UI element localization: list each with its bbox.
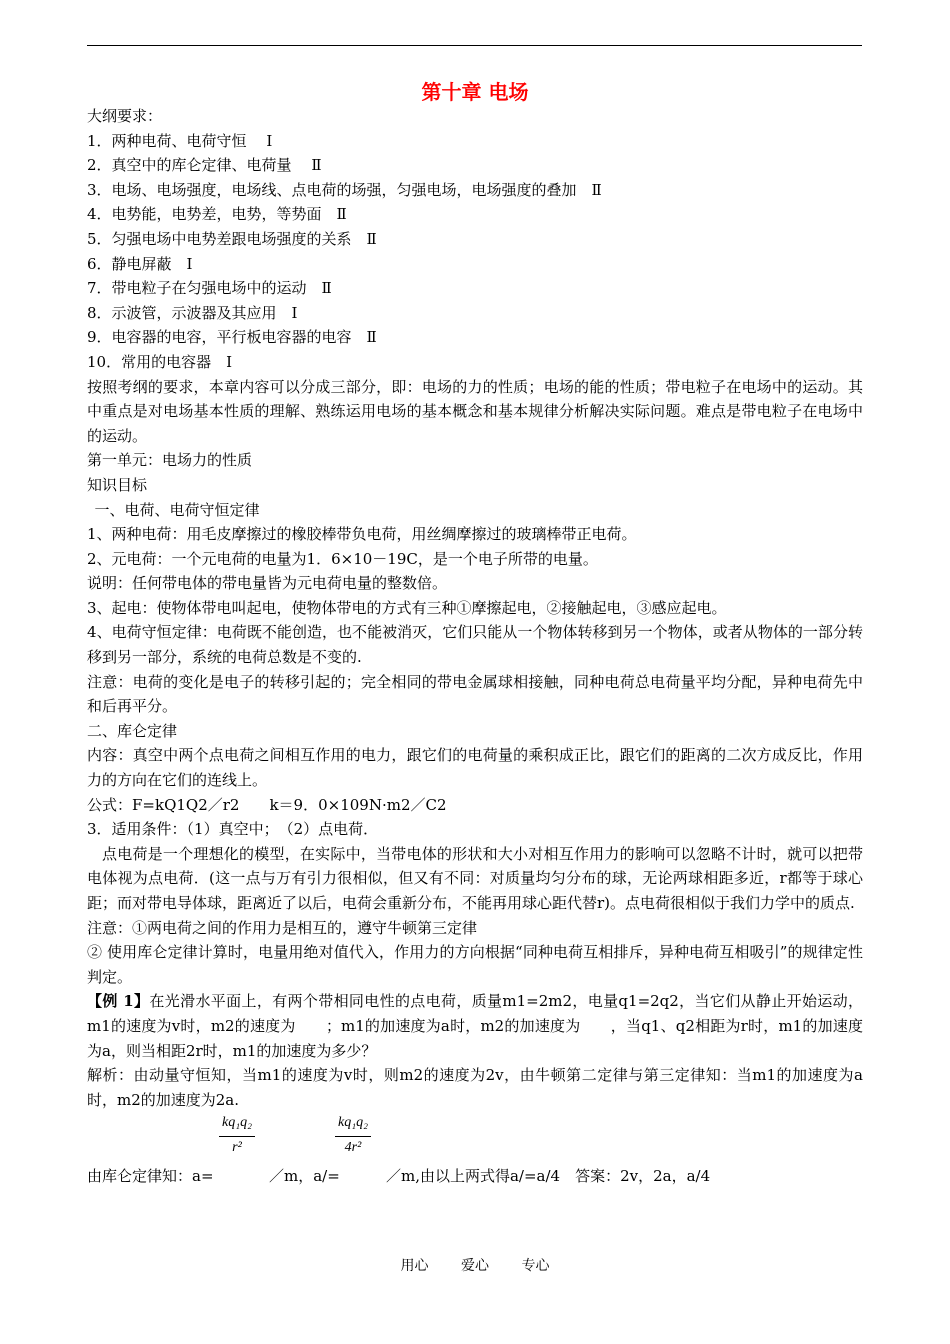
paragraph: 3、起电：使物体带电叫起电，使物体带电的方式有三种①摩擦起电，②接触起电，③感应起电。: [87, 598, 727, 617]
unit-heading: 第一单元：电场力的性质: [87, 451, 253, 470]
section-heading-coulomb: 二、库仑定律: [87, 721, 178, 740]
page-title: 第十章 电场: [421, 80, 529, 104]
outline-item-8: 8．示波管，示波器及其应用 Ⅰ: [87, 303, 298, 322]
paragraph: 3．适用条件：（1）真空中； （2）点电荷．: [87, 820, 379, 839]
paragraph: 注意：①两电荷之间的作用力是相互的，遵守牛顿第三定律: [87, 918, 478, 937]
page-footer: [0, 1256, 950, 1276]
paragraph: ② 使用库仑定律计算时，电量用绝对值代入，作用力的方向根据“同种电荷互相排斥，异种电荷互相吸引”的规律定性判定。: [87, 943, 863, 986]
footer-text-2: 爱心: [461, 1258, 489, 1274]
section-heading-charge: 一、电荷、电荷守恒定律: [94, 500, 260, 519]
paragraph: 4、电荷守恒定律：电荷既不能创造，也不能被消灭，它们只能从一个物体转移到另一个物体，或者从物体的一部分转移到另一部分，系统的电荷总数是不变的.: [87, 623, 863, 667]
paragraph: 1、两种电荷：用毛皮摩擦过的橡胶棒带负电荷，用丝绸摩擦过的玻璃棒带正电荷。: [87, 525, 637, 544]
formula-lead: 由库仑定律知：a=: [87, 1167, 214, 1186]
paragraph: 内容：真空中两个点电荷之间相互作用的电力，跟它们的电荷量的乘积成正比，跟它们的距离的二次方成反比，作用力的方向在它们的连线上。: [87, 746, 863, 790]
outline-item-10: 10．常用的电容器 Ⅰ: [87, 352, 233, 371]
fraction-2-numerator: kq₁q₂: [335, 1112, 371, 1137]
example-label: 【例 1】: [87, 992, 150, 1011]
example-paragraph: [87, 989, 863, 1063]
footer-text-1: 用心: [400, 1258, 429, 1274]
paragraph: 注意：电荷的变化是电子的转移引起的；完全相同的带电金属球相接触，同种电荷总电荷量平均分配，异种电荷先中和后再平分。: [87, 672, 863, 716]
document-body: [87, 104, 863, 1194]
outline-heading: 大纲要求：: [87, 107, 163, 125]
outline-item-5: 5．匀强电场中电势差跟电场强度的关系 Ⅱ: [87, 229, 377, 248]
footer-text-3: 专心: [521, 1258, 550, 1274]
formula-row: [87, 1112, 863, 1194]
paragraph: 2、元电荷：一个元电荷的电量为1．6×10－19C，是一个电子所带的电量。: [87, 549, 598, 568]
outline-item-2: 2．真空中的库仑定律、电荷量 Ⅱ: [87, 156, 322, 175]
outline-item-9: 9．电容器的电容，平行板电容器的电容 Ⅱ: [87, 328, 377, 347]
fraction-1: [219, 1112, 255, 1159]
intro-paragraph: 按照考纲的要求，本章内容可以分成三部分，即：电场的力的性质；电场的能的性质；带电粒子在电场中的运动。其中重点是对电场基本性质的理解、熟练运用电场的基本概念和基本规律分析解决实际问题。难点是带电粒子在电场中的运动。: [87, 377, 863, 445]
analysis-paragraph: 解析：由动量守恒知，当m1的速度为v时，则m2的速度为2v，由牛顿第二定律与第三定律知：当m1的加速度为a时，m2的加速度为2a.: [87, 1066, 863, 1109]
outline-item-4: 4．电势能，电势差，电势，等势面 Ⅱ: [87, 205, 347, 224]
fraction-2-denominator: 4r²: [344, 1140, 362, 1156]
header-rule: [87, 45, 862, 46]
outline-item-1: 1．两种电荷、电荷守恒 Ⅰ: [87, 131, 273, 150]
formula-mid: ／m，a/=: [269, 1167, 340, 1186]
formula-line: 公式：F=kQ1Q2／r2 k＝9．0×109N·m2／C2: [87, 795, 447, 814]
example-text: 在光滑水平面上，有两个带相同电性的点电荷，质量m1=2m2，电量q1=2q2，当它们从静止开始运动，m1的速度为v时，m2的速度为 ；m1的加速度为a时，m2的加速度为 ，当q1、q2相距为r时，m1的加速度为a，则当相距2r时，m1的加速度为多少？: [87, 992, 863, 1060]
paragraph: 说明：任何带电体的带电量皆为元电荷电量的整数倍。: [87, 574, 448, 593]
knowledge-goal-heading: 知识目标: [87, 475, 148, 494]
outline-item-7: 7．带电粒子在匀强电场中的运动 Ⅱ: [87, 279, 332, 298]
fraction-1-denominator: r²: [232, 1140, 242, 1156]
paragraph: 点电荷是一个理想化的模型，在实际中，当带电体的形状和大小对相互作用力的影响可以忽略不计时，就可以把带电体视为点电荷．(这一点与万有引力很相似，但又有不同：对质量均匀分布的球，无论两球相距多近，r都等于球心距；而对带电导体球，距离近了以后，电荷会重新分布，不能再用球心距代替r)。点电荷很相似于我们力学中的质点.: [87, 844, 863, 912]
formula-tail: ／m,由以上两式得a/=a/4 答案：2v，2a，a/4: [386, 1167, 711, 1186]
outline-item-3: 3．电场、电场强度，电场线、点电荷的场强，匀强电场，电场强度的叠加 Ⅱ: [87, 180, 602, 199]
fraction-1-numerator: kq₁q₂: [219, 1112, 255, 1137]
fraction-2: [335, 1112, 371, 1159]
outline-item-6: 6．静电屏蔽 Ⅰ: [87, 254, 193, 273]
